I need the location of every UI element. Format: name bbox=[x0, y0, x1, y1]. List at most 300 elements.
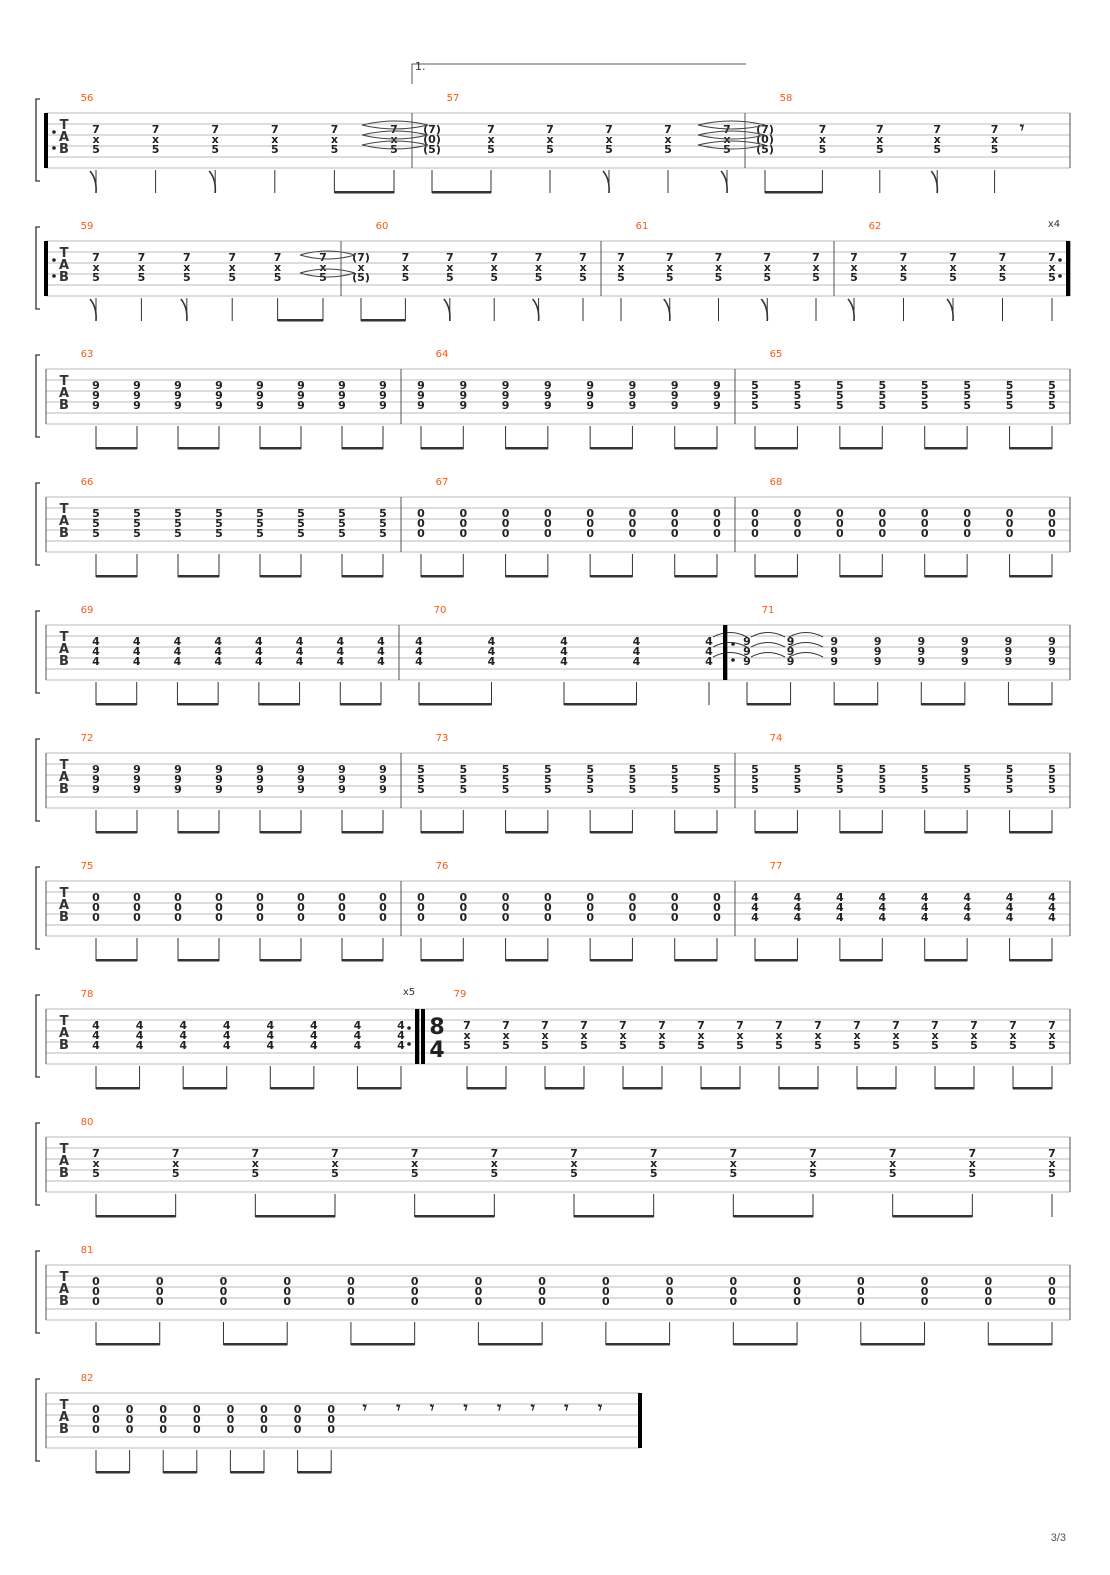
fret-number: 5 bbox=[836, 763, 844, 776]
chord bbox=[629, 763, 637, 796]
fret-number: 0 bbox=[256, 891, 264, 904]
fret-number: 0 bbox=[226, 1413, 235, 1426]
measure-number: 57 bbox=[446, 93, 460, 104]
fret-number: 0 bbox=[793, 527, 802, 540]
note-beam bbox=[260, 959, 301, 962]
fret-number: 5 bbox=[270, 143, 279, 156]
chord bbox=[705, 635, 713, 668]
chord bbox=[1048, 251, 1056, 284]
fret-number: 9 bbox=[713, 389, 721, 402]
fret-number: 7 bbox=[990, 123, 999, 136]
fret-number: 0 bbox=[283, 1285, 292, 1298]
chord bbox=[92, 1403, 100, 1436]
measure-72 bbox=[81, 733, 387, 834]
note-beam bbox=[361, 319, 405, 322]
measure-68 bbox=[751, 477, 1056, 578]
fret-number: 0 bbox=[501, 517, 510, 530]
fret-number: 4 bbox=[793, 901, 802, 914]
note-beam bbox=[467, 1087, 506, 1090]
fret-number: x bbox=[949, 261, 957, 274]
fret-number: 9 bbox=[1048, 645, 1056, 658]
tie-arc bbox=[698, 141, 765, 145]
fret-number: x bbox=[763, 261, 771, 274]
chord bbox=[411, 1147, 419, 1180]
note-beam bbox=[506, 575, 548, 578]
fret-number: 0 bbox=[92, 1295, 100, 1308]
chord bbox=[836, 507, 844, 540]
chord bbox=[193, 1403, 201, 1436]
chord bbox=[338, 379, 346, 412]
chord bbox=[459, 379, 467, 412]
fret-number: 5 bbox=[850, 271, 858, 284]
measure-73 bbox=[417, 733, 721, 834]
fret-number: 4 bbox=[560, 635, 568, 648]
fret-number: 0 bbox=[729, 1285, 738, 1298]
fret-number: 0 bbox=[920, 517, 929, 530]
fret-number: 5 bbox=[1005, 389, 1014, 402]
system-bracket bbox=[36, 355, 40, 437]
chord bbox=[546, 123, 554, 156]
fret-number: 0 bbox=[628, 527, 637, 540]
chord bbox=[579, 251, 587, 284]
fret-number: 0 bbox=[793, 1285, 801, 1298]
fret-number: 4 bbox=[295, 645, 304, 658]
fret-number: 5 bbox=[713, 783, 721, 796]
fret-number: 9 bbox=[917, 655, 926, 668]
chord bbox=[666, 251, 674, 284]
chord bbox=[417, 507, 425, 540]
fret-number: 4 bbox=[878, 911, 887, 924]
tab-clef-letter: B bbox=[59, 782, 69, 797]
fret-number: 5 bbox=[174, 507, 182, 520]
measure-number: 70 bbox=[433, 605, 447, 616]
fret-number: x bbox=[546, 133, 554, 146]
chord bbox=[963, 507, 971, 540]
fret-number: 0 bbox=[751, 527, 759, 540]
fret-number: 0 bbox=[544, 901, 552, 914]
fret-number: 5 bbox=[605, 143, 613, 156]
chord bbox=[697, 1019, 705, 1052]
note-flag bbox=[90, 299, 96, 321]
fret-number: 9 bbox=[786, 655, 795, 668]
fret-number: x bbox=[390, 133, 398, 146]
chord bbox=[671, 891, 679, 924]
fret-number: x bbox=[137, 261, 145, 274]
chord bbox=[502, 507, 510, 540]
fret-number: 5 bbox=[899, 271, 908, 284]
fret-number: 7 bbox=[273, 251, 282, 264]
fret-number: 5 bbox=[1048, 271, 1056, 284]
fret-number: 5 bbox=[410, 1167, 419, 1180]
fret-number: 5 bbox=[256, 517, 264, 530]
fret-number: 0 bbox=[260, 1423, 268, 1436]
fret-number: 5 bbox=[713, 773, 721, 786]
fret-number: 5 bbox=[628, 783, 637, 796]
fret-number: 4 bbox=[310, 1039, 318, 1052]
fret-number: 5 bbox=[330, 143, 339, 156]
fret-number: 9 bbox=[297, 783, 305, 796]
fret-number: x bbox=[899, 261, 908, 274]
note-flag bbox=[209, 171, 215, 193]
fret-number: 9 bbox=[961, 655, 969, 668]
fret-number: 9 bbox=[586, 399, 594, 412]
repeat-dot bbox=[1058, 274, 1062, 278]
chord bbox=[921, 1275, 929, 1308]
fret-number: 9 bbox=[256, 773, 264, 786]
fret-number: x bbox=[775, 1029, 783, 1042]
note-beam bbox=[421, 575, 463, 578]
fret-number: 5 bbox=[417, 763, 425, 776]
fret-number: 9 bbox=[174, 773, 182, 786]
fret-number: 4 bbox=[397, 1039, 405, 1052]
fret-number: 5 bbox=[459, 783, 468, 796]
repeat-start-bar bbox=[723, 625, 727, 680]
fret-number: x bbox=[570, 1157, 578, 1170]
fret-number: 0 bbox=[1005, 517, 1014, 530]
fret-number: 4 bbox=[1005, 911, 1014, 924]
fret-number: 7 bbox=[534, 251, 543, 264]
fret-number: 0 bbox=[920, 1295, 929, 1308]
fret-number: (5) bbox=[352, 271, 370, 284]
fret-number: 0 bbox=[459, 517, 468, 530]
fret-number: 5 bbox=[501, 783, 510, 796]
note-beam bbox=[925, 959, 967, 962]
chord bbox=[215, 379, 223, 412]
chord bbox=[658, 1019, 666, 1052]
fret-number: 5 bbox=[963, 379, 971, 392]
tab-system-9 bbox=[36, 1117, 1070, 1218]
repeat-end-bar bbox=[1066, 241, 1070, 296]
chord bbox=[256, 379, 264, 412]
chord bbox=[331, 123, 339, 156]
fret-number: 5 bbox=[1048, 763, 1056, 776]
chord bbox=[423, 123, 441, 156]
fret-number: 0 bbox=[92, 1275, 100, 1288]
fret-number: 0 bbox=[1048, 1285, 1056, 1298]
fret-number: x bbox=[183, 261, 191, 274]
measure-number: 65 bbox=[769, 349, 783, 360]
tab-clef-letter: T bbox=[59, 374, 69, 389]
fret-number: 5 bbox=[182, 271, 191, 284]
fret-number: 5 bbox=[836, 783, 844, 796]
fret-number: 7 bbox=[775, 1019, 783, 1032]
fret-number: 5 bbox=[793, 783, 802, 796]
note-beam bbox=[357, 1087, 401, 1090]
note-beam bbox=[590, 831, 632, 834]
fret-number: 0 bbox=[459, 901, 468, 914]
measure-number: 58 bbox=[779, 93, 793, 104]
fret-number: 5 bbox=[544, 783, 552, 796]
fret-number: 5 bbox=[836, 379, 844, 392]
fret-number: 0 bbox=[219, 1285, 228, 1298]
fret-number: 0 bbox=[878, 507, 887, 520]
tab-clef-letter: A bbox=[58, 642, 70, 657]
fret-number: 5 bbox=[968, 1167, 977, 1180]
tab-clef-letter: A bbox=[58, 258, 70, 273]
tab-system-10 bbox=[36, 1245, 1070, 1346]
fret-number: 7 bbox=[697, 1019, 705, 1032]
fret-number: 4 bbox=[132, 645, 141, 658]
chord bbox=[152, 123, 160, 156]
repeat-dot bbox=[407, 1042, 411, 1046]
chord bbox=[984, 1275, 992, 1308]
fret-number: 9 bbox=[1048, 655, 1056, 668]
note-beam bbox=[178, 959, 219, 962]
fret-number: 9 bbox=[338, 763, 346, 776]
fret-number: x bbox=[814, 1029, 822, 1042]
system-bracket bbox=[36, 867, 40, 949]
chord bbox=[92, 1147, 100, 1180]
fret-number: 5 bbox=[541, 1039, 549, 1052]
note-flag bbox=[664, 299, 670, 321]
fret-number: 4 bbox=[920, 891, 929, 904]
fret-number: 0 bbox=[92, 1413, 100, 1426]
fret-number: 5 bbox=[417, 773, 425, 786]
chord bbox=[297, 763, 305, 796]
tab-clef-letter: B bbox=[59, 142, 69, 157]
system-bracket bbox=[36, 483, 40, 565]
chord bbox=[900, 251, 908, 284]
note-beam bbox=[432, 191, 491, 194]
note-flag bbox=[931, 171, 937, 193]
tab-clef-letter: A bbox=[58, 898, 70, 913]
fret-number: 4 bbox=[336, 635, 345, 648]
chord bbox=[586, 379, 594, 412]
note-beam bbox=[675, 575, 717, 578]
tab-clef-letter: T bbox=[59, 246, 69, 261]
note-beam bbox=[857, 1087, 896, 1090]
fret-number: 0 bbox=[501, 891, 510, 904]
fret-number: 5 bbox=[570, 1167, 578, 1180]
fret-number: 0 bbox=[670, 901, 679, 914]
chord bbox=[794, 891, 802, 924]
chord bbox=[1048, 379, 1056, 412]
fret-number: 9 bbox=[544, 379, 552, 392]
fret-number: 4 bbox=[336, 645, 345, 658]
chord bbox=[730, 1275, 738, 1308]
fret-number: 0 bbox=[665, 1285, 674, 1298]
chord bbox=[502, 1019, 510, 1052]
fret-number: 9 bbox=[830, 635, 838, 648]
fret-number: 0 bbox=[544, 507, 552, 520]
fret-number: 9 bbox=[1048, 635, 1056, 648]
fret-number: 5 bbox=[963, 783, 971, 796]
chord bbox=[475, 1275, 483, 1308]
measure-66 bbox=[81, 477, 387, 578]
chord bbox=[220, 1275, 228, 1308]
fret-number: 4 bbox=[266, 1019, 275, 1032]
note-beam bbox=[590, 447, 632, 450]
chord bbox=[377, 635, 385, 668]
fret-number: 9 bbox=[92, 763, 100, 776]
fret-number: 9 bbox=[830, 645, 838, 658]
chord bbox=[274, 251, 282, 284]
measure-number: 73 bbox=[435, 733, 449, 744]
fret-number: 5 bbox=[713, 763, 721, 776]
fret-number: x bbox=[411, 1157, 419, 1170]
tab-system-4 bbox=[36, 477, 1070, 578]
chord bbox=[490, 251, 498, 284]
note-beam bbox=[342, 959, 383, 962]
fret-number: 7 bbox=[401, 251, 410, 264]
fret-number: 0 bbox=[602, 1275, 610, 1288]
fret-number: 0 bbox=[219, 1295, 228, 1308]
fret-number: 4 bbox=[179, 1029, 187, 1042]
fret-number: 9 bbox=[713, 399, 721, 412]
fret-number: 5 bbox=[215, 517, 223, 530]
fret-number: 0 bbox=[1005, 507, 1014, 520]
fret-number: 0 bbox=[665, 1295, 674, 1308]
note-beam bbox=[840, 959, 882, 962]
fret-number: 7 bbox=[319, 251, 327, 264]
fret-number: x bbox=[1048, 261, 1056, 274]
chord bbox=[713, 891, 721, 924]
fret-number: 9 bbox=[133, 379, 141, 392]
fret-number: 5 bbox=[963, 763, 971, 776]
measure-61 bbox=[617, 221, 820, 321]
chord bbox=[963, 763, 971, 796]
fret-number: 0 bbox=[984, 1295, 993, 1308]
fret-number: 0 bbox=[670, 507, 679, 520]
fret-number: 5 bbox=[736, 1039, 744, 1052]
fret-number: 4 bbox=[173, 645, 182, 658]
note-beam bbox=[574, 1215, 654, 1218]
tab-clef-letter: B bbox=[59, 526, 69, 541]
fret-number: 4 bbox=[214, 645, 222, 658]
fret-number: x bbox=[697, 1029, 705, 1042]
chord bbox=[215, 891, 223, 924]
fret-number: 5 bbox=[751, 773, 759, 786]
fret-number: 4 bbox=[751, 891, 759, 904]
fret-number: 9 bbox=[379, 389, 387, 402]
fret-number: 5 bbox=[836, 773, 844, 786]
note-beam bbox=[260, 831, 301, 834]
measure-number: 75 bbox=[80, 861, 94, 872]
fret-number: 5 bbox=[878, 389, 887, 402]
note-beam bbox=[96, 831, 137, 834]
fret-number: 7 bbox=[137, 251, 146, 264]
repeat-dot bbox=[731, 642, 735, 646]
note-beam bbox=[675, 959, 717, 962]
fret-number: 0 bbox=[1048, 527, 1056, 540]
note-beam bbox=[755, 831, 797, 834]
fret-number: 0 bbox=[174, 891, 182, 904]
chord bbox=[133, 891, 141, 924]
fret-number: 7 bbox=[809, 1147, 817, 1160]
fret-number: 7 bbox=[92, 251, 100, 264]
fret-number: 0 bbox=[793, 1295, 801, 1308]
chord bbox=[921, 891, 929, 924]
fret-number: 0 bbox=[474, 1275, 483, 1288]
chord bbox=[1048, 763, 1056, 796]
chord bbox=[671, 379, 679, 412]
chord bbox=[963, 891, 971, 924]
chord bbox=[878, 891, 886, 924]
fret-number: 5 bbox=[619, 1039, 627, 1052]
fret-number: 9 bbox=[92, 389, 100, 402]
fret-number: 5 bbox=[670, 783, 679, 796]
chord bbox=[338, 507, 346, 540]
chord bbox=[1006, 763, 1014, 796]
chord bbox=[666, 1275, 674, 1308]
chord bbox=[586, 763, 594, 796]
fret-number: 7 bbox=[605, 123, 613, 136]
fret-number: x bbox=[723, 133, 731, 146]
fret-number: 7 bbox=[92, 1147, 100, 1160]
fret-number: x bbox=[535, 261, 543, 274]
fret-number: 5 bbox=[586, 783, 594, 796]
volta-line bbox=[412, 64, 746, 84]
fret-number: 9 bbox=[961, 645, 969, 658]
fret-number: x bbox=[714, 261, 723, 274]
tab-clef-letter: B bbox=[59, 1166, 69, 1181]
fret-number: 9 bbox=[133, 763, 141, 776]
fret-number: 0 bbox=[501, 901, 510, 914]
measure-76 bbox=[417, 861, 721, 962]
chord bbox=[487, 123, 495, 156]
fret-number: 5 bbox=[1005, 783, 1014, 796]
measure-78 bbox=[81, 989, 419, 1090]
chord bbox=[535, 251, 543, 284]
fret-number: x bbox=[319, 261, 327, 274]
fret-number: 4 bbox=[214, 655, 222, 668]
tie-arc bbox=[698, 125, 765, 129]
fret-number: 0 bbox=[159, 1423, 168, 1436]
fret-number: 5 bbox=[933, 143, 942, 156]
fret-number: 7 bbox=[580, 1019, 588, 1032]
fret-number: 4 bbox=[92, 1029, 100, 1042]
fret-number: x bbox=[850, 261, 858, 274]
measure-77 bbox=[751, 861, 1056, 962]
fret-number: 4 bbox=[920, 911, 929, 924]
chord bbox=[751, 507, 759, 540]
measure-79 bbox=[421, 989, 1056, 1090]
fret-number: 0 bbox=[410, 1285, 419, 1298]
fret-number: 7 bbox=[330, 123, 339, 136]
fret-number: 0 bbox=[793, 1275, 801, 1288]
fret-number: 5 bbox=[818, 143, 827, 156]
fret-number: 5 bbox=[963, 773, 971, 786]
time-signature-denominator: 4 bbox=[429, 1038, 445, 1063]
fret-number: 9 bbox=[501, 389, 510, 402]
fret-number: 7 bbox=[714, 251, 723, 264]
chord bbox=[878, 379, 886, 412]
chord bbox=[459, 763, 467, 796]
note-beam bbox=[1010, 575, 1052, 578]
repeat-end-bar bbox=[415, 1009, 419, 1064]
measure-number: 72 bbox=[80, 733, 94, 744]
repeat-end-bar bbox=[421, 1009, 425, 1064]
tab-clef-letter: T bbox=[59, 1014, 69, 1029]
note-beam bbox=[96, 703, 137, 706]
fret-number: 4 bbox=[310, 1029, 318, 1042]
fret-number: 5 bbox=[92, 517, 100, 530]
fret-number: 4 bbox=[222, 1029, 231, 1042]
fret-number: 7 bbox=[665, 251, 674, 264]
chord bbox=[266, 1019, 274, 1052]
tie-arc bbox=[698, 131, 765, 135]
measure-67 bbox=[417, 477, 721, 578]
note-beam bbox=[1010, 447, 1052, 450]
fret-number: x bbox=[502, 1029, 510, 1042]
chord bbox=[92, 507, 100, 540]
chord bbox=[1048, 891, 1056, 924]
fret-number: 0 bbox=[347, 1285, 355, 1298]
measure-number: 56 bbox=[80, 93, 94, 104]
fret-number: 5 bbox=[628, 773, 637, 786]
tab-clef-letter: A bbox=[58, 1282, 70, 1297]
fret-number: 5 bbox=[920, 763, 929, 776]
